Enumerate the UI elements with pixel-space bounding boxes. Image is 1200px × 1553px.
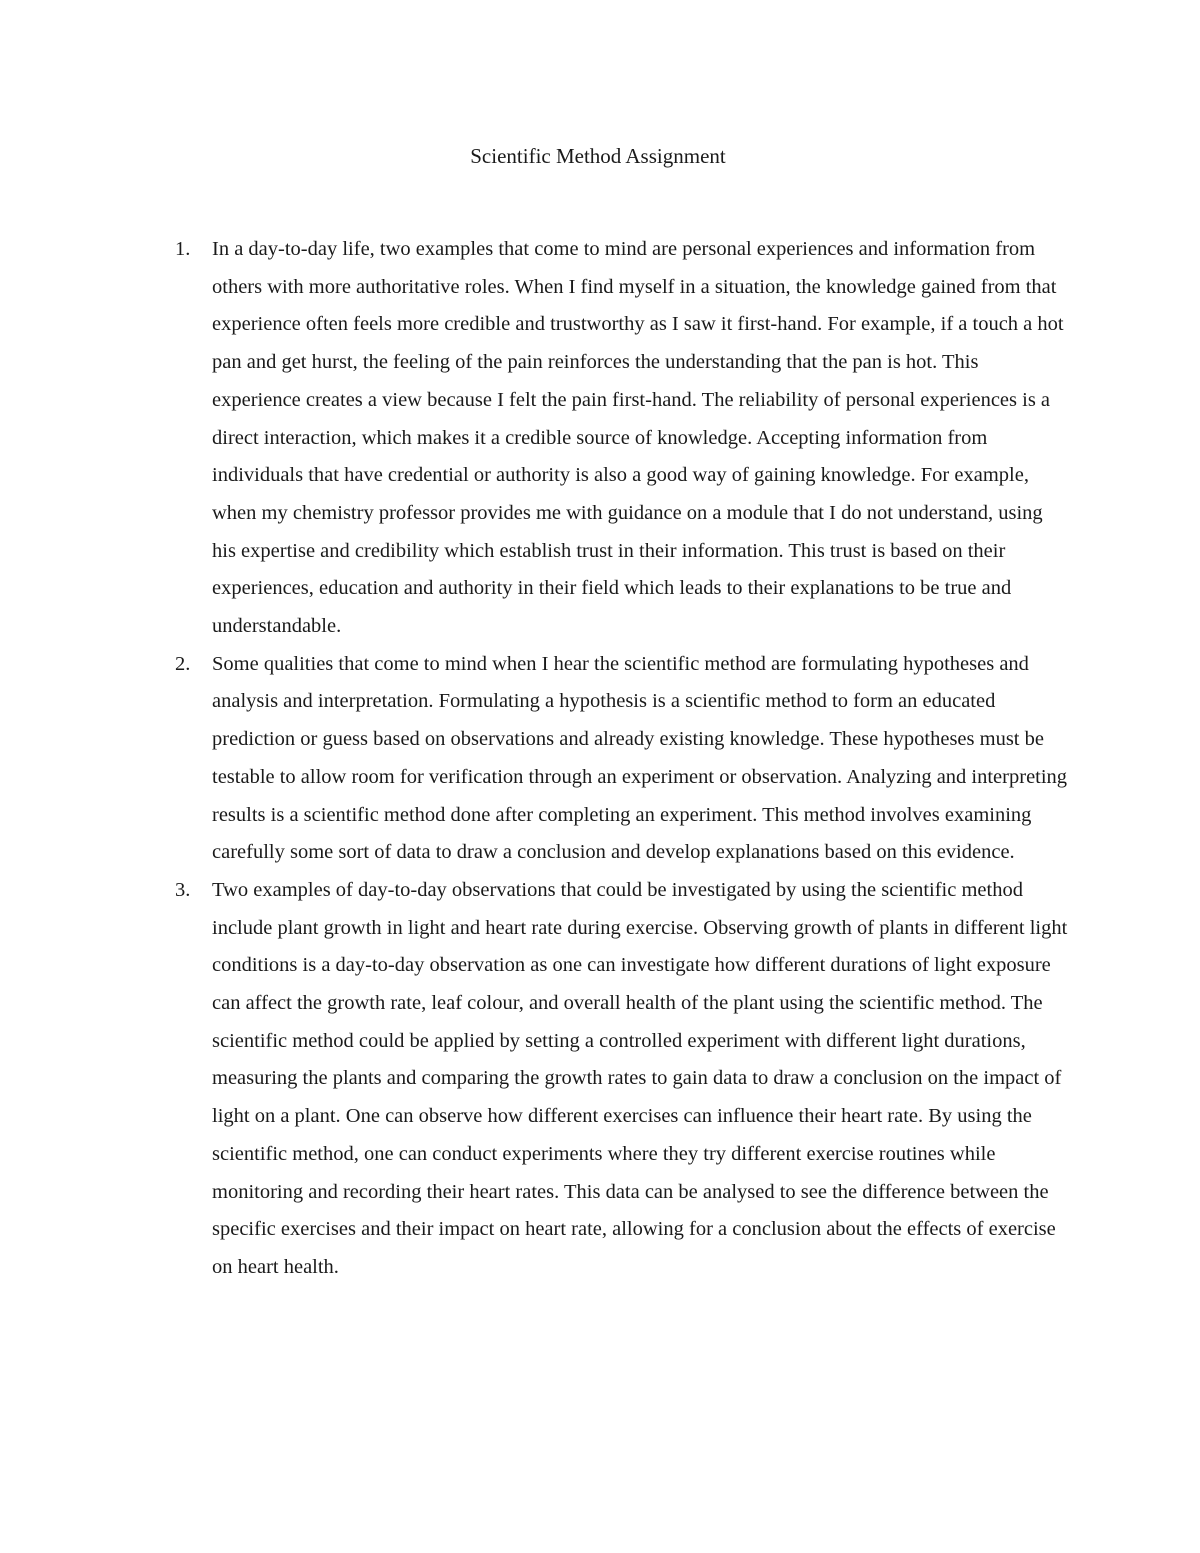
answer-paragraph-2: Some qualities that come to mind when I hear the scientific method are formulating hypotheses and analysis and interpretation. Formulating a hypothesis is a scientific method to form an educated prediction or guess based on observations and already existing knowledge. These hypotheses must be testable to allow room for verification through an experiment or observation. Analyzing and interpreting results is a scientific method done after completing an experiment. This method involves examining carefully some sort of data to draw a conclusion and develop explanations based on this evidence.: [212, 652, 1068, 864]
list-item-2: [170, 646, 1070, 872]
list-marker: 1.: [175, 238, 191, 260]
document-title: Scientific Method Assignment: [470, 144, 726, 168]
list-item-3: [170, 872, 1070, 1287]
answer-paragraph-3: Two examples of day-to-day observations that could be investigated by using the scientific method include plant growth in light and heart rate during exercise. Observing growth of plants in different light conditions is a day-to-day observation as one can investigate how different durations of light exposure can affect the growth rate, leaf colour, and overall health of the plant using the scientific method. The scientific method could be applied by setting a controlled experiment with different light durations, measuring the plants and comparing the growth rates to gain data to draw a conclusion on the impact of light on a plant. One can observe how different exercises can influence their heart rate. By using the scientific method, one can conduct experiments where they try different exercise routines while monitoring and recording their heart rates. This data can be analysed to see the difference between the specific exercises and their impact on heart rate, allowing for a conclusion about the effects of exercise on heart health.: [212, 878, 1068, 1278]
list-marker: 3.: [175, 878, 191, 901]
list-item-1: [170, 231, 1070, 646]
list-marker: 2.: [175, 652, 191, 675]
answer-paragraph-1: In a day-to-day life, two examples that come to mind are personal experiences and information from others with more authoritative roles. When I find myself in a situation, the knowledge gained from that experience often feels more credible and trustworthy as I saw it first-hand. For example, if a touch a hot pan and get hurst, the feeling of the pain reinforces the understanding that the pan is hot. This experience creates a view because I felt the pain first-hand. The reliability of personal experiences is a direct interaction, which makes it a credible source of knowledge. Accepting information from individuals that have credential or authority is also a good way of gaining knowledge. For example, when my chemistry professor provides me with guidance on a module that I do not understand, using his expertise and credibility which establish trust in their information. This trust is based on their experiences, education and authority in their field which leads to their explanations to be true and understandable.: [212, 238, 1064, 638]
answer-list: [170, 231, 1070, 1287]
